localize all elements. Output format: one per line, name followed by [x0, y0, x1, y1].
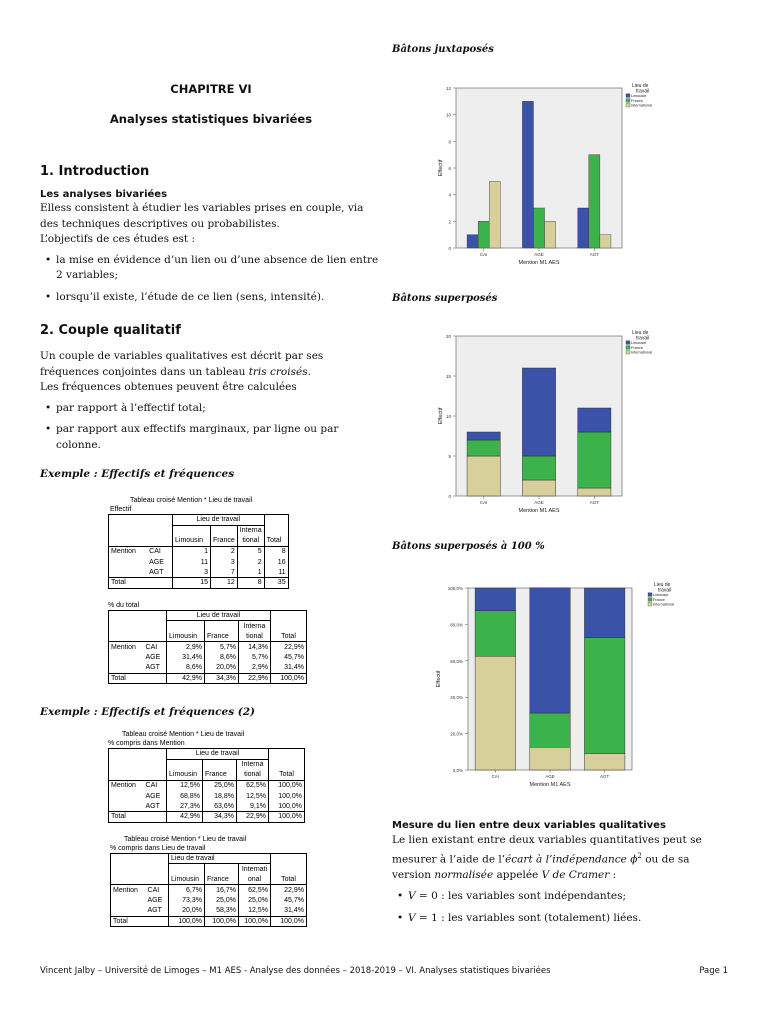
intro-bullet: • la mise en évidence d’un lien ou d’une absence de lien entre 2 variables; [40, 253, 382, 284]
legend-title: travail [636, 335, 650, 342]
page-footer [40, 966, 728, 976]
mesure-section [392, 820, 728, 932]
legend-title: Lieu de [632, 330, 649, 336]
bar-limousin [522, 101, 533, 248]
bar-segment-limousin [475, 588, 515, 611]
y-tick-label: 8 [448, 139, 451, 145]
legend-label: International [653, 602, 674, 607]
y-tick-label: 10 [445, 414, 451, 419]
mesure-bullets [392, 889, 728, 926]
y-tick-label: 80,0% [450, 622, 463, 628]
chart1-title: Bâtons juxtaposés [392, 44, 494, 55]
bar-segment-france [522, 456, 555, 480]
y-tick-label: 20 [445, 334, 451, 339]
x-axis-label: Mention M1 AES [518, 260, 560, 266]
x-tick-label: AGT [589, 500, 599, 505]
table-caption: Tableau croisé Mention * Lieu de travail [122, 731, 245, 738]
legend-swatch-international [626, 103, 630, 107]
crosstab-row-pct: Tableau croisé Mention * Lieu de travail % compris dans Mention Lieu de travail Interna Limousin France tional Total Mention CAI 12,5% 25,0% 62,5% 100,0% AGE 68,8% 18,8% 12,5% 100,0% AGT 27,3% 63,6% 9,1% 100,0% Total 42,9% 34,3% 22,9% 100,0% [108, 730, 382, 823]
y-tick-label: 60,0% [450, 658, 463, 664]
y-tick-label: 100,0% [447, 586, 463, 591]
chart2-title: Bâtons superposés [392, 293, 498, 304]
x-tick-label: CAI [491, 774, 500, 779]
x-axis-label: Mention M1 AES [518, 508, 560, 514]
bar-international [489, 181, 500, 248]
intro-paragraph-2: L’objectifs de ces études est : [40, 233, 196, 245]
mesure-bullet: • V = 0 : les variables sont indépendantes; [392, 889, 728, 905]
x-tick-label: AGT [600, 774, 610, 779]
legend-label: France [631, 98, 643, 103]
stacked-bar-chart [420, 326, 688, 516]
y-tick-label: 10 [445, 112, 451, 118]
y-tick-label: 40,0% [450, 695, 463, 701]
crosstab-counts: Tableau croisé Mention * Lieu de travail Effectif Lieu de travail Interna Limousin France tional Total Mention CAI 1 2 5 8 AGE 11 3 2 16 AGT 3 7 1 11 Total 15 12 8 35 [108, 496, 382, 589]
intro-bullets [40, 253, 382, 306]
y-tick-label: 5 [448, 454, 451, 459]
legend-swatch-france [626, 99, 630, 103]
couple-bullet: • par rapport aux effectifs marginaux, par ligne ou par colonne. [40, 422, 382, 453]
legend-label: France [653, 597, 665, 602]
legend-swatch-limousin [626, 94, 630, 98]
intro-heading: 1. Introduction [40, 164, 150, 179]
y-tick-label: 12 [445, 86, 451, 91]
couple-paragraph-2: Les fréquences obtenues peuvent être calculées [40, 381, 297, 393]
y-tick-label: 2 [448, 219, 451, 225]
legend-title: travail [658, 587, 672, 594]
intro-subheading: Les analyses bivariées [40, 189, 168, 200]
stacked100-bar-chart [420, 576, 730, 794]
mesure-heading: Mesure du lien entre deux variables qualitatives [392, 820, 666, 831]
page-number: Page 1 [699, 966, 728, 976]
bar-segment-limousin [578, 408, 611, 432]
bar-segment-limousin [584, 588, 624, 638]
couple-bullets [40, 401, 382, 454]
bar-france [589, 155, 600, 248]
mesure-bullet: • V = 1 : les variables sont (totalement) liées. [392, 911, 728, 927]
y-tick-label: 20,0% [450, 731, 463, 737]
bar-france [478, 221, 489, 248]
legend-label: Limousin [631, 341, 647, 345]
crosstab-col-pct: Tableau croisé Mention * Lieu de travail % compris dans Lieu de travail Lieu de travail Internati Limousin France onal Total Mention CAI 6,7% 16,7% 62,5% 22,9% AGE 73,3% 25,0% 25,0% 45,7% AGT 20,0% 58,3% 12,5% 31,4% Total 100,0% 100,0% 100,0% 100,0% [110, 835, 382, 928]
y-tick-label: 0,0% [452, 768, 463, 773]
mesure-paragraph: Le lien existant entre deux variables quantitatives peut se mesurer à l’aide de l’écart à l’indépendance $\phi^2$ ou de sa version normalisée appelée V de Cramer : [392, 834, 702, 881]
bar-segment-international [475, 656, 515, 770]
bar-france [533, 208, 544, 248]
left-column [40, 78, 382, 927]
x-axis-label: Mention M1 AES [529, 782, 571, 788]
bar-limousin [467, 235, 478, 248]
legend-swatch-france [626, 346, 630, 350]
bar-segment-france [467, 440, 500, 456]
legend-title: travail [636, 88, 650, 95]
legend-swatch-international [626, 350, 630, 354]
crosstab-total-pct: % du total Lieu de travail Interna Limousin France tional Total Mention CAI 2,9% 5,7% 14,3% 22,9% AGE 31,4% 8,6% 5,7% 45,7% AGT 8,6% 20,0% 2,9% 31,4% Total 42,9% 34,3% 22,9% 100,0% [108, 601, 382, 685]
legend-label: International [631, 103, 652, 108]
y-tick-label: 6 [448, 166, 451, 171]
legend-label: Limousin [653, 593, 669, 597]
table-subcaption: % compris dans Lieu de travail [110, 844, 206, 852]
x-tick-label: CAI [479, 500, 488, 505]
legend-swatch-france [648, 598, 652, 602]
table-subcaption: Effectif [110, 506, 132, 513]
y-tick-label: 0 [448, 494, 451, 499]
bar-segment-limousin [467, 432, 500, 440]
bar-segment-limousin [530, 588, 570, 713]
y-axis-label: Effectif [438, 407, 444, 425]
x-tick-label: AGE [534, 252, 544, 257]
y-tick-label: 4 [448, 192, 451, 198]
legend-label: France [631, 345, 643, 350]
footer-text: Vincent Jalby – Université de Limoges – M1 AES - Analyse des données – 2018-2019 – VI. Analyses statistiques bivariées [40, 966, 551, 976]
table-subcaption: % compris dans Mention [108, 740, 185, 747]
legend-label: Limousin [631, 94, 647, 98]
couple-paragraph: Un couple de variables qualitatives est décrit par ses fréquences conjointes dans un tableau tris croisés. [40, 350, 324, 378]
bar-segment-international [467, 456, 500, 496]
legend-swatch-limousin [648, 593, 652, 597]
bar-segment-france [475, 611, 515, 657]
bar-segment-international [578, 488, 611, 496]
couple-bullet: • par rapport à l’effectif total; [40, 401, 382, 417]
y-axis-label: Effectif [436, 670, 442, 688]
x-tick-label: AGE [545, 774, 555, 779]
y-axis-label: Effectif [438, 159, 444, 177]
example1-title: Exemple : Effectifs et fréquences [40, 468, 235, 480]
bar-segment-international [584, 753, 624, 770]
bar-segment-international [522, 480, 555, 496]
bar-segment-france [584, 638, 624, 754]
y-tick-label: 15 [445, 374, 451, 379]
table-caption: Tableau croisé Mention * Lieu de travail [124, 835, 247, 843]
bar-segment-france [578, 432, 611, 488]
legend-label: International [631, 350, 652, 355]
bar-segment-france [530, 713, 570, 747]
intro-bullet: • lorsqu’il existe, l’étude de ce lien (sens, intensité). [40, 290, 382, 306]
x-tick-label: CAI [479, 252, 488, 257]
legend-title: Lieu de [654, 582, 671, 588]
x-tick-label: AGE [534, 500, 544, 505]
chapter-title: CHAPITRE VI [170, 82, 252, 96]
bar-segment-international [530, 747, 570, 770]
bar-limousin [578, 208, 589, 248]
table-caption: Tableau croisé Mention * Lieu de travail [130, 497, 253, 504]
example2-title: Exemple : Effectifs et fréquences (2) [40, 706, 256, 718]
chapter-subtitle: Analyses statistiques bivariées [109, 112, 313, 126]
bar-segment-limousin [522, 368, 555, 456]
intro-paragraph: Elless consistent à étudier les variables prises en couple, via des techniques descriptives ou probabilistes. [40, 202, 364, 230]
bar-international [545, 221, 556, 248]
x-tick-label: AGT [589, 252, 599, 257]
legend-swatch-international [648, 602, 652, 606]
table-caption: % du total [108, 601, 140, 609]
bar-international [600, 235, 611, 248]
couple-heading: 2. Couple qualitatif [40, 323, 181, 338]
legend-title: Lieu de [632, 83, 649, 89]
legend-swatch-limousin [626, 341, 630, 345]
chart3-title: Bâtons superposés à 100 % [392, 541, 545, 552]
y-tick-label: 0 [448, 246, 451, 251]
grouped-bar-chart [420, 78, 688, 268]
